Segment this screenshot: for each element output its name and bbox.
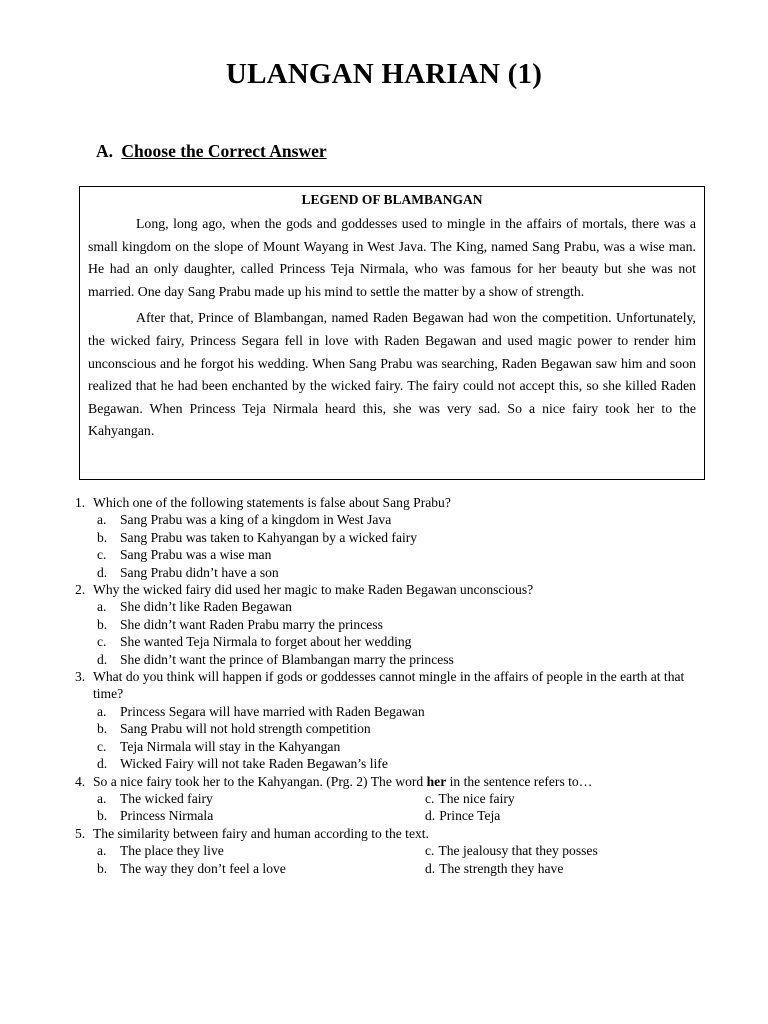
option-label: c. — [97, 738, 107, 754]
answer-option[interactable] — [75, 529, 715, 546]
option-row — [75, 860, 715, 877]
question-number: 2. — [75, 582, 86, 598]
question-list — [75, 494, 715, 877]
option-label: b. — [97, 808, 108, 824]
option-row — [75, 842, 715, 859]
option-label: c. — [425, 843, 435, 859]
option-text: Sang Prabu was a king of a kingdom in West Java — [120, 512, 392, 528]
question-number: 1. — [75, 495, 86, 510]
question-text: The similarity between fairy and human according to the text. — [93, 825, 429, 841]
option-text: The jealousy that they posses — [438, 843, 598, 859]
option-text: She didn’t want the prince of Blambangan marry the princess — [120, 651, 454, 667]
question-4 — [75, 773, 715, 790]
section-heading-text: Choose the Correct Answer — [121, 141, 327, 161]
option-text: Princess Nirmala — [120, 808, 214, 824]
question-3 — [75, 668, 715, 703]
option-text: The strength they have — [439, 860, 564, 876]
option-label: d. — [97, 756, 108, 772]
answer-option[interactable] — [75, 703, 715, 720]
option-row — [75, 807, 715, 824]
option-text: The way they don’t feel a love — [120, 860, 286, 876]
passage-title: LEGEND OF BLAMBANGAN — [301, 192, 483, 207]
option-text: She didn’t like Raden Begawan — [120, 599, 292, 615]
option-label: d. — [97, 564, 108, 580]
option-text: Teja Nirmala will stay in the Kahyangan — [120, 738, 341, 754]
answer-option[interactable] — [75, 720, 715, 737]
question-keyword: her — [426, 773, 447, 789]
question-text-after: in the sentence refers to… — [446, 773, 593, 789]
answer-option[interactable] — [75, 616, 715, 633]
option-label: d. — [425, 860, 436, 876]
option-label: b. — [97, 860, 108, 876]
answer-option[interactable] — [75, 807, 400, 824]
question-number: 3. — [75, 669, 86, 685]
option-text: Princess Segara will have married with Raden Begawan — [120, 703, 425, 719]
question-text — [93, 773, 715, 790]
option-label: c. — [425, 790, 435, 806]
option-text: She wanted Teja Nirmala to forget about her wedding — [120, 634, 412, 650]
option-text: She didn’t want Raden Prabu marry the princess — [120, 616, 383, 632]
option-label: a. — [97, 790, 107, 806]
option-label: a. — [97, 599, 107, 615]
option-label: a. — [97, 843, 107, 859]
option-label: d. — [97, 651, 108, 667]
passage-paragraph-2: After that, Prince of Blambangan, named Raden Begawan had won the competition. Unfortunately, the wicked fairy, Princess Segara fell in love with Raden Begawan and used magic power to render him unconscious and he forgot his wedding. When Sang Prabu was searching, Raden Begawan saw him and soon realized that he had been enchanted by the wicked fairy. The fairy could not accept this, so she killed Raden Begawan. When Princess Teja Nirmala heard this, she was very sad. So a nice fairy took her to the Kahyangan. — [88, 310, 696, 439]
answer-option[interactable] — [400, 807, 725, 824]
section-heading — [96, 141, 327, 162]
option-text: Sang Prabu didn’t have a son — [120, 564, 279, 580]
option-text: The place they live — [120, 843, 224, 859]
option-label: b. — [97, 616, 108, 632]
question-text: Why the wicked fairy did used her magic to make Raden Begawan unconscious? — [93, 582, 534, 598]
passage-box — [79, 186, 705, 480]
answer-option[interactable] — [75, 633, 715, 650]
option-label: c. — [97, 634, 107, 650]
answer-option[interactable] — [75, 564, 715, 581]
answer-option[interactable] — [75, 598, 715, 615]
answer-option[interactable] — [75, 842, 400, 859]
option-text: Sang Prabu was taken to Kahyangan by a wicked fairy — [120, 529, 418, 545]
option-text: Wicked Fairy will not take Raden Begawan’s life — [120, 756, 388, 772]
option-text: Sang Prabu will not hold strength competition — [120, 721, 371, 737]
question-text: Which one of the following statements is false about Sang Prabu? — [93, 495, 451, 510]
option-label: a. — [97, 512, 107, 528]
answer-option[interactable] — [75, 511, 715, 528]
answer-option[interactable] — [75, 738, 715, 755]
answer-option[interactable] — [75, 546, 715, 563]
answer-option[interactable] — [75, 860, 400, 877]
option-row — [75, 790, 715, 807]
question-5 — [75, 825, 715, 842]
answer-option[interactable] — [400, 860, 725, 877]
option-text: Prince Teja — [439, 808, 501, 824]
option-label: c. — [97, 547, 107, 563]
option-text: The nice fairy — [438, 790, 515, 806]
answer-option[interactable] — [75, 651, 715, 668]
answer-option[interactable] — [75, 755, 715, 772]
answer-option[interactable] — [400, 790, 725, 807]
option-label: b. — [97, 529, 108, 545]
answer-option[interactable] — [400, 842, 725, 859]
answer-option[interactable] — [75, 790, 400, 807]
page-title: ULANGAN HARIAN (1) — [225, 58, 543, 90]
option-label: d. — [425, 808, 436, 824]
option-text: Sang Prabu was a wise man — [120, 547, 272, 563]
question-text-before: So a nice fairy took her to the Kahyangan. (Prg. 2) The word — [93, 773, 427, 789]
section-label: A. — [96, 141, 114, 161]
option-text: The wicked fairy — [120, 790, 213, 806]
question-text: What do you think will happen if gods or goddesses cannot mingle in the affairs of people in the earth at that time? — [93, 669, 685, 702]
option-label: a. — [97, 703, 107, 719]
question-number: 4. — [75, 773, 86, 789]
question-number: 5. — [75, 825, 86, 841]
question-2 — [75, 581, 715, 598]
option-label: b. — [97, 721, 108, 737]
question-1 — [75, 494, 715, 511]
passage-paragraph-1: Long, long ago, when the gods and goddesses used to mingle in the affairs of mortals, there was a small kingdom on the slope of Mount Wayang in West Java. The King, named Sang Prabu, was a wise man. He had an only daughter, called Princess Teja Nirmala, who was famous for her beauty but she was not married. One day Sang Prabu made up his mind to settle the matter by a show of strength. — [88, 216, 696, 299]
